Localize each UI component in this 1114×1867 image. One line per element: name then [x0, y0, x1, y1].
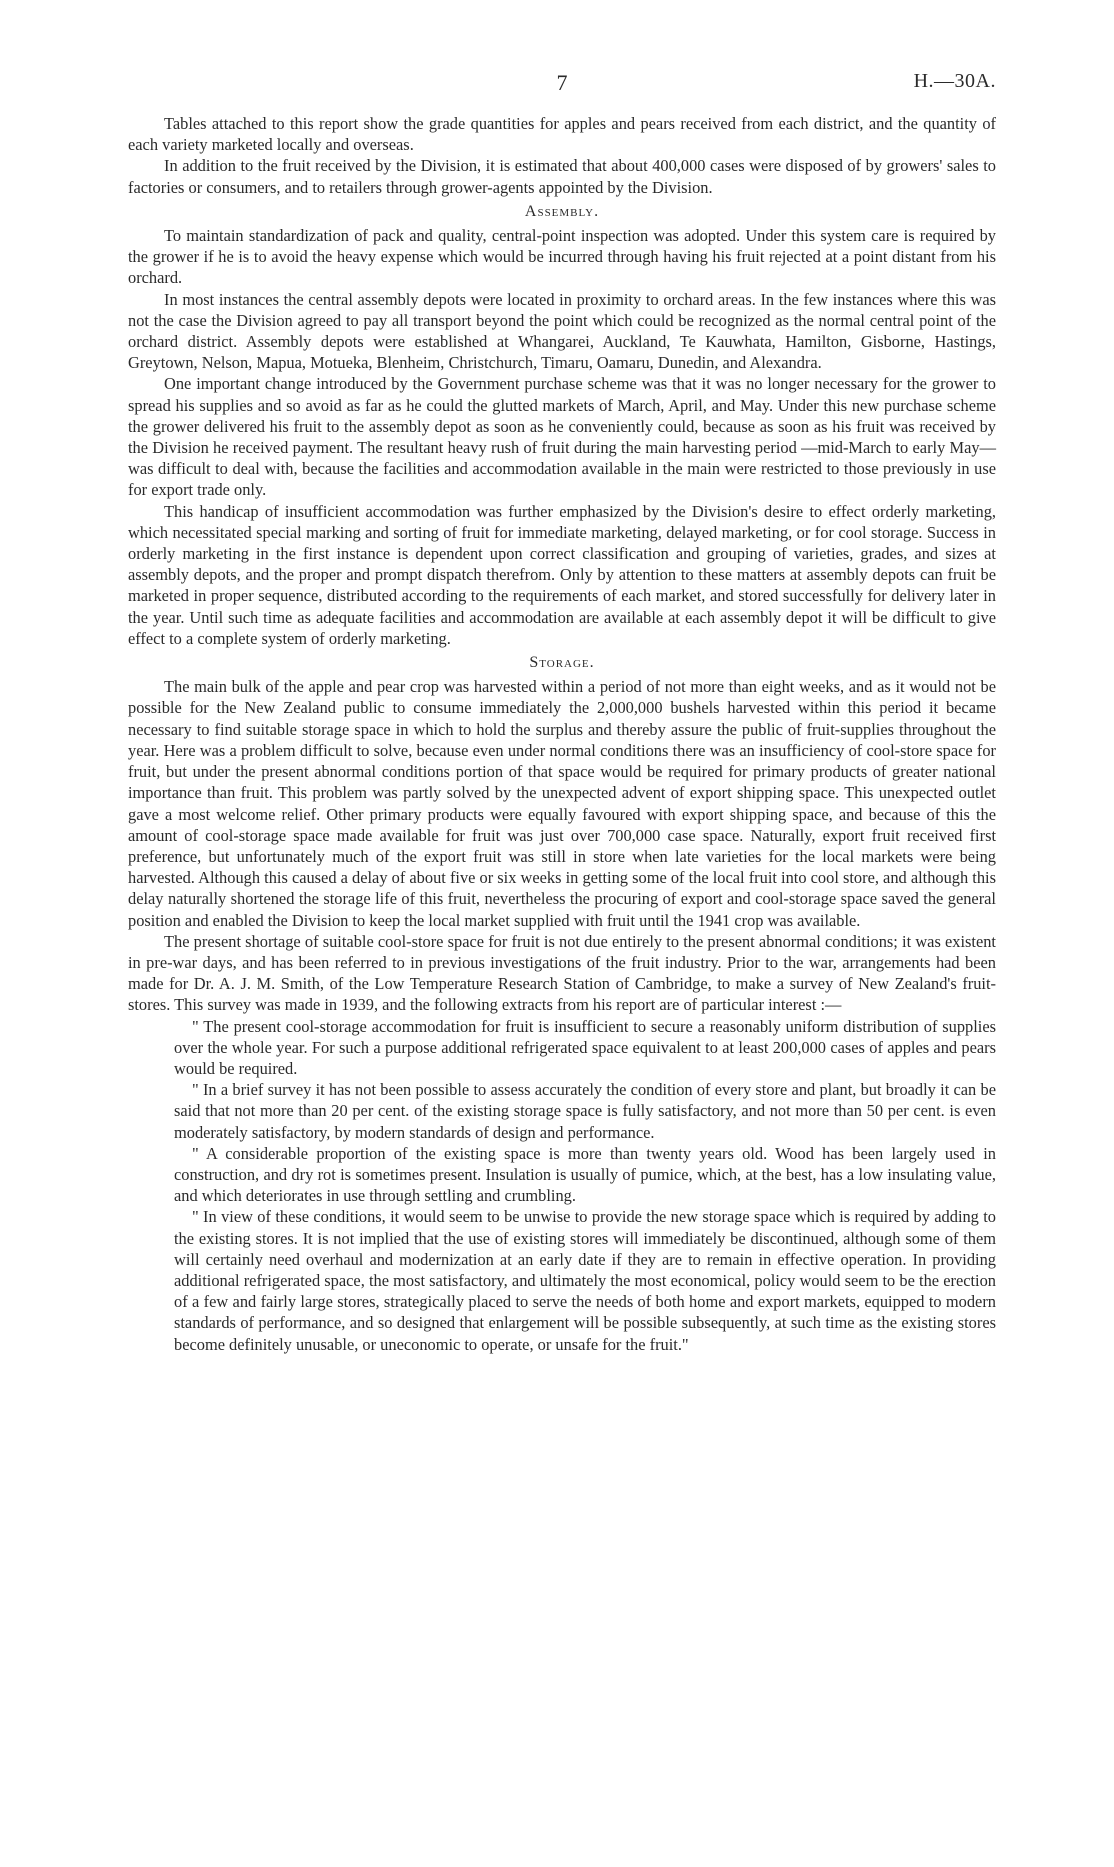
section-heading-assembly: Assembly.: [524, 202, 600, 220]
section-heading-storage: Storage.: [529, 654, 595, 672]
quoted-paragraph: " A considerable proportion of the existing space is more than twenty years old. Wood has been largely used in construction, and dry rot is sometimes present. Insulation is usually of pumice, which, at the best, has a low insulating value, and which deteriorates in use through settling and crumbling.: [174, 1143, 996, 1206]
quoted-paragraph: " The present cool-storage accommodation for fruit is insufficient to secure a reasonably uniform distribution of supplies over the whole year. For such a purpose additional refrigerated space equivalent to at least 200,000 cases of apples and pears would be required.: [174, 1016, 996, 1078]
paragraph: The present shortage of suitable cool-store space for fruit is not due entirely to the present abnormal conditions; it was existent in pre-war days, and has been referred to in previous investigations of the fruit industry. Prior to the war, arrangements had been made for Dr. A. J. M. Smith, of the Low Temperature Research Station of Cambridge, to make a survey of New Zealand's fruit-stores. This survey was made in 1939, and the following extracts from his report are of particular interest :—: [128, 931, 996, 1015]
page-header: [128, 70, 996, 98]
paragraph: To maintain standardization of pack and quality, central-point inspection was adopted. Under this system care is required by the grower if he is to avoid the heavy expense which would be incurred through having his fruit rejected at a point distant from his orchard.: [128, 226, 996, 288]
paragraph: One important change introduced by the Government purchase scheme was that it was no longer necessary for the grower to spread his supplies and so avoid as far as he could the glutted markets of March, April, and May. Under this new purchase scheme the grower delivered his fruit to the assembly depot as soon as he conveniently could, because as soon as his fruit was received by the Division he received payment. The resultant heavy rush of fruit during the main harvesting period —mid-March to early May—was difficult to deal with, because the facilities and accommodation available in the main were restricted to those previously in use for export trade only.: [128, 374, 996, 500]
paragraph: Tables attached to this report show the grade quantities for apples and pears received from each district, and the quantity of each variety marketed locally and overseas.: [128, 114, 996, 155]
document-reference: H.—30A.: [913, 70, 996, 92]
quoted-paragraph: " In view of these conditions, it would seem to be unwise to provide the new storage space which is required by adding to the existing stores. It is not implied that the use of existing stores will immediately be discontinued, although some of them will certainly need overhaul and modernization at an early date if they are to remain in effective operation. In providing additional refrigerated space, the most satisfactory, and ultimately the most economical, policy would seem to be the erection of a few and fairly large stores, strategically placed to serve the needs of both home and export markets, equipped to modern standards of performance, and so designed that enlargement will be possible subsequently, at such time as the existing stores become definitely unusable, or uneconomic to operate, or unsafe for the fruit.": [174, 1207, 996, 1354]
paragraph: In addition to the fruit received by the Division, it is estimated that about 400,000 cases were disposed of by growers' sales to factories or consumers, and to retailers through grower-agents appointed by the Division.: [128, 156, 996, 197]
report-body: [128, 113, 996, 1355]
quoted-paragraph: " In a brief survey it has not been possible to assess accurately the condition of every store and plant, but broadly it can be said that not more than 20 per cent. of the existing storage space is fully satisfactory, and not more than 50 per cent. is even moderately satisfactory, by modern standards of design and performance.: [174, 1080, 996, 1142]
report-extract-quotation: [174, 1016, 996, 1355]
paragraph: In most instances the central assembly depots were located in proximity to orchard areas. In the few instances where this was not the case the Division agreed to pay all transport beyond the point which could be recognized as the normal central point of the orchard district. Assembly depots were established at Whangarei, Auckland, Te Kauwhata, Hamilton, Gisborne, Hastings, Greytown, Nelson, Mapua, Motueka, Blenheim, Christchurch, Timaru, Oamaru, Dunedin, and Alexandra.: [128, 289, 996, 373]
page-number: 7: [556, 70, 568, 95]
paragraph: The main bulk of the apple and pear crop was harvested within a period of not more than eight weeks, and as it would not be possible for the New Zealand public to consume immediately the 2,000,000 bushels harvested within this period it became necessary to find suitable storage space in which to hold the surplus and thereby assure the public of fruit-supplies throughout the year. Here was a problem difficult to solve, because even under normal conditions there was an insufficiency of cool-store space for fruit, but under the present abnormal conditions portion of that space would be required for primary products of greater national importance than fruit. This problem was partly solved by the unexpected advent of export shipping space. This unexpected outlet gave a most welcome relief. Other primary products were equally favoured with export shipping space, and because of this the amount of cool-storage space made available for fruit was just over 700,000 case space. Naturally, export fruit received first preference, but unfortunately much of the export fruit was still in store when late varieties for the local markets were being harvested. Although this caused a delay of about five or six weeks in getting some of the local fruit into cool store, and although this delay naturally shortened the storage life of this fruit, nevertheless the procuring of export and cool-storage space saved the general position and enabled the Division to keep the local market supplied with fruit until the 1941 crop was available.: [128, 677, 996, 930]
paragraph: This handicap of insufficient accommodation was further emphasized by the Division's desire to effect orderly marketing, which necessitated special marking and sorting of fruit for immediate marketing, delayed marketing, or for cool storage. Success in orderly marketing in the first instance is dependent upon correct classification and grouping of varieties, grades, and sizes at assembly depots, and the proper and prompt dispatch therefrom. Only by attention to these matters at assembly depots can fruit be marketed in proper sequence, distributed according to the requirements of each market, and stored successfully for delivery later in the year. Until such time as adequate facilities and accommodation are available at each assembly depot it will be difficult to give effect to a complete system of orderly marketing.: [128, 501, 996, 648]
